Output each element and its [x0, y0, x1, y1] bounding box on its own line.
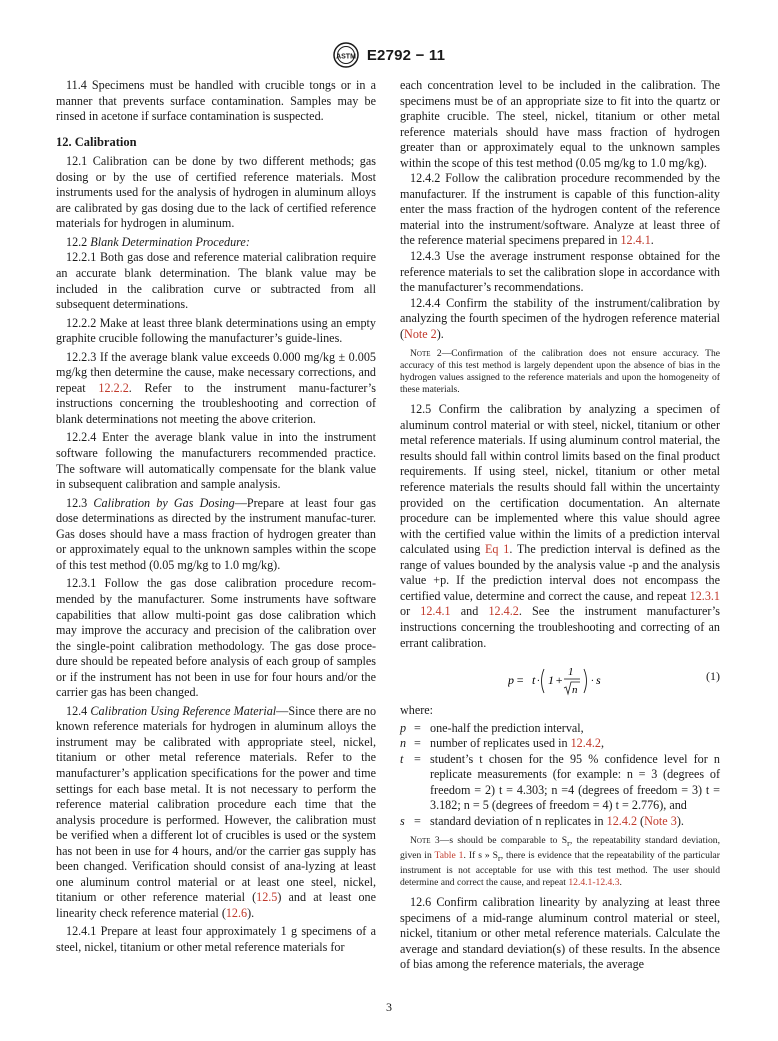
para-12-2-4: 12.2.4 Enter the average blank value in into the instrument software following the manufacturers recommended practice. The software will automatically compensate for the blank value in subsequent calibration and sample analysis.: [56, 430, 376, 492]
eq-t: t: [532, 673, 536, 688]
para-12-6: 12.6 Confirm calibration linearity by analyzing at least three specimens of a mid-range aluminum control material or steel, nickel, titanium or other metal reference materials. Calculate the average and standard deviation(s) of these results. In the absence of bias among the reference materials, the average: [400, 895, 720, 972]
para-12-4: 12.4 Calibration Using Reference Material—Since there are no known reference materials for hydrogen in aluminum alloys the instrument may be calibrated with appropriate steel, nickel, titanium or other metal reference materials. Refer to the manufacturer’s application specifications for the power and time settings for each base metal. It is not necessary to perform the reference material calibration procedure each time that the analysis procedure is performed. However, the calibration must be verified when a different lot of crucibles is used or the system has not been in use for 4 hours, and/or the carrier gas supply has been changed. Verification should consist of ana-lyzing at least one aluminum control material or at least one steel, nickel, titanium or other reference material (12.5) and at least one linearity check reference material (12.6).: [56, 703, 377, 920]
xref-link[interactable]: Note 2: [404, 326, 437, 341]
para-12-1: 12.1 Calibration can be done by two different methods; gas dosing or by the use of certified reference materials. Most instruments used for the analysis of hydrogen in aluminum alloys are calibrated by gas dosing due to the lack of certified reference materials for hydrogen in aluminum.: [56, 154, 376, 231]
definition-item: n = number of replicates used in 12.4.2,: [400, 736, 604, 751]
eq-plus: +: [555, 673, 564, 688]
xref-link[interactable]: Note 3: [644, 813, 677, 828]
note-3: Note 3—s should be comparable to $S_r$, the repeatability standard deviation, given in Table 1. If s » $S_r$, there is evidence that the repeatability of the particular instrument is not acceptable for use with this test method. The user should determine and correct the cause, and repeat 12.4.1-12.4.3.: [400, 835, 720, 889]
xref-link[interactable]: Eq 1: [485, 542, 510, 557]
astm-logo-icon: [333, 42, 359, 68]
svg-text:·: ·: [537, 676, 540, 688]
para-12-2: 12.2 Blank Determination Procedure:: [66, 234, 250, 249]
xref-link[interactable]: 12.4.1: [620, 233, 651, 248]
para-12-5: 12.5 Confirm the calibration by analyzing a specimen of aluminum control material or with steel, nickel, titanium or other metal reference materials. If using aluminum control material, the results should fall within control limits based on the final product requirements. If using steel, nickel, titanium or other metal reference materials the results should fall within the uncertainty provided on the certification documentation. An alternate procedure can be implemented where this value should agree with the certified value within the limits of a prediction interval calculated using Eq 1. The prediction interval is defined as the range of values bounded by the analysis value -p and the analysis value +p. If the prediction interval does not encompass the certified value, determine and correct the cause, and repeat 12.3.1 or 12.4.1 and 12.4.2. See the instrument manufacturer’s instructions concerning the troubleshooting and correcting of an errant calibration.: [400, 402, 720, 650]
svg-text:·: ·: [591, 676, 594, 688]
xref-link[interactable]: 12.6: [225, 905, 248, 920]
para-12-4-2: 12.4.2 Follow the calibration procedure recommended by the manufacturer. If the instrument is capable of this function-ality enter the mass fraction of the hydrogen content of the reference material into the instrument/software. Analyze at least three of the reference material specimens prepared in 12.4.1.: [400, 171, 720, 248]
equation-1: [400, 657, 720, 697]
section-heading: 12. Calibration: [56, 134, 137, 149]
equation-number: (1): [706, 669, 720, 684]
page-number: 3: [386, 1000, 392, 1014]
para-12-4-3: 12.4.3 Use the average instrument response obtained for the reference materials to set the calibration slope in accordance with the manufacturer’s recommendations.: [400, 249, 720, 295]
xref-link[interactable]: 12.2.2: [98, 380, 129, 395]
para-12-4-1-cont: each concentration level to be included in the calibration. The specimens must be of an appropriate size to fit into the quartz or graphite crucible. The steel, nickel, titanium or other metal reference materials should have mass fraction of hydrogen greater than or approximately equal to the unknown samples within the scope of this test method (0.05 mg/kg to 1.0 mg/kg).: [400, 78, 720, 170]
eq-equals: =: [516, 673, 525, 688]
para-12-3: 12.3 Calibration by Gas Dosing—Prepare at least four gas dose determinations as directed by the instrument manufac-turer. Gas doses should have a mass fraction of hydrogen greater than or approximately equal to the unknown samples within the scope of this test method (0.05 mg/kg to 1.0 mg/kg).: [56, 495, 377, 572]
xref-link[interactable]: Table 1: [434, 850, 464, 862]
definitions-list: [400, 721, 720, 830]
eq-p: p: [508, 673, 514, 688]
para-11-4: 11.4 Specimens must be handled with crucible tongs or in a manner that prevents surface contamination. Samples may be rinsed in acetone if surface contamination is suspected.: [56, 78, 376, 124]
definition-item: p = one-half the prediction interval,: [400, 720, 584, 735]
para-12-2-2: 12.2.2 Make at least three blank determinations using an empty graphite crucible following the manufacturer’s guide-lines.: [56, 315, 376, 346]
svg-text:ASTM: ASTM: [335, 53, 356, 61]
xref-link[interactable]: 12.4.2: [606, 813, 638, 828]
eq-one: 1: [548, 673, 554, 688]
document-id: E2792 − 11: [366, 46, 446, 64]
para-12-3-1: 12.3.1 Follow the gas dose calibration procedure recom-mended by the manufacturer. Some instruments have software capabilities that allow multi-point gas dose calibration which may improve the accuracy and precision of the calibration over the single-point calibration methodology. The gas dose proce-dure should be repeated before analysis of each group of samples or if the instrument has not been in use for four hours and/or the carrier gas has been changed.: [56, 576, 376, 700]
xref-link[interactable]: 12.4.1: [420, 604, 451, 619]
eq-s: s: [596, 673, 601, 688]
para-12-4-1: 12.4.1 Prepare at least four approximately 1 g specimens of a steel, nickel, titanium or other metal reference materials for: [56, 924, 376, 954]
xref-link[interactable]: 12.4.1-12.4.3: [568, 877, 620, 889]
definition-item: s = standard deviation of n replicates in 12.4.2 (Note 3).: [400, 813, 684, 828]
xref-link[interactable]: 12.4.2: [488, 604, 519, 619]
xref-link[interactable]: 12.5: [256, 890, 278, 905]
eq-paren-left: [542, 669, 545, 693]
page-header: [0, 42, 778, 68]
xref-link[interactable]: 12.3.1: [689, 588, 720, 603]
eq-one-num: 1: [568, 666, 574, 679]
right-column: [400, 78, 720, 973]
eq-paren-right: [584, 669, 587, 693]
note-2: Note 2—Confirmation of the calibration does not ensure accuracy. The accuracy of this test method is largely dependent upon the absence of bias in the hydrogen values assigned to the reference materials and upon the homogeneity of these materials.: [400, 348, 720, 396]
equation-formula: [508, 663, 628, 699]
para-12-4-4: 12.4.4 Confirm the stability of the instrument/calibration by analyzing the fourth specimen of the hydrogen reference material (Note 2).: [400, 295, 720, 341]
where-label: where:: [400, 703, 434, 718]
xref-link[interactable]: 12.4.2: [570, 736, 601, 751]
eq-n: n: [572, 684, 578, 697]
definition-item: t = student’s t chosen for the 95 % confidence level for n replicate measurements (for example: n = 3 (degrees of freedom = 2) t = 4.303; n =4 (degrees of freedom = 3) t = 3.182; n = 5 (degrees of freedom = 4) t = 2.776), and: [400, 751, 720, 813]
left-column: [56, 78, 376, 956]
para-12-2-1: 12.2.1 Both gas dose and reference material calibration require an accurate blank determination. The blank value may be included in the calibration curve or subtracted from all subsequent determinations.: [56, 250, 376, 312]
para-12-2-3: 12.2.3 If the average blank value exceeds 0.000 mg/kg ± 0.005 mg/kg then determine the cause, make necessary corrections, and repeat 12.2.2. Refer to the instrument manu-facturer’s instructions concerning the troubleshooting and correction of blank determinations not meeting the above criterion.: [56, 349, 376, 426]
